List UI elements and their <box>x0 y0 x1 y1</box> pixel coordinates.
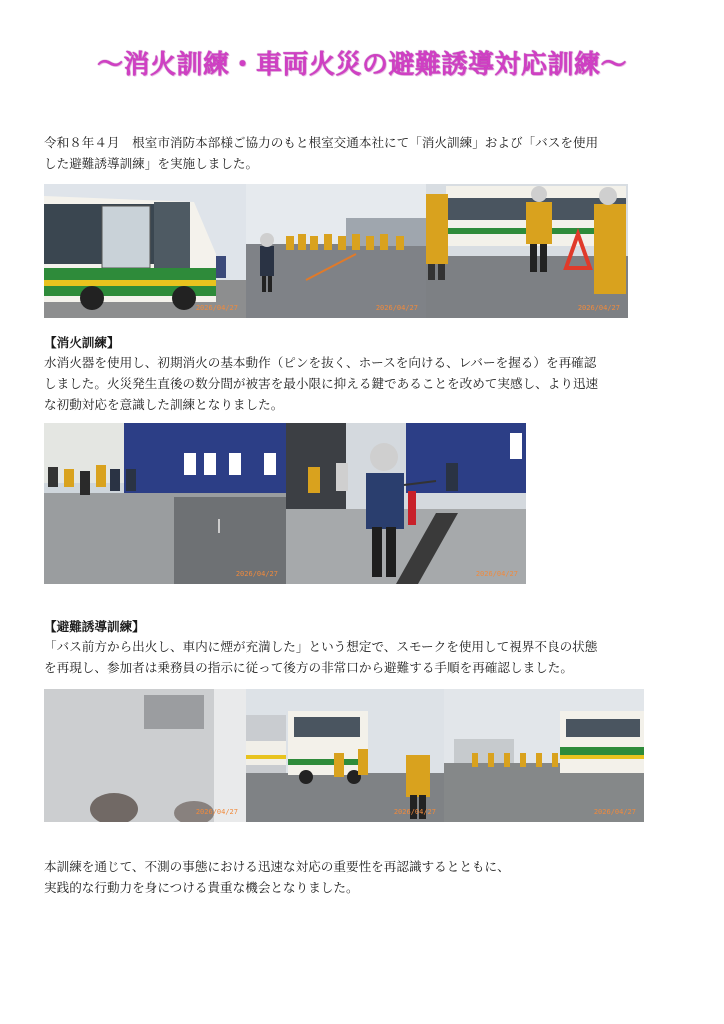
photo-evacuation-lineup <box>444 689 644 822</box>
intro-line-2: した避難誘導訓練」を実施しました。 <box>44 156 259 171</box>
fire-drill-paragraph <box>44 352 684 415</box>
fire-drill-line-3: な初動対応を意識した訓練となりました。 <box>44 397 284 412</box>
fire-drill-line-2: しました。火災発生直後の数分間が被害を最小限に抑える鍵であることを改めて実感し、より迅速 <box>44 376 599 391</box>
closing-line-2: 実践的な行動力を身につける貴重な機会となりました。 <box>44 880 359 895</box>
photo-bus-side <box>44 184 246 318</box>
photo-staff-guiding <box>426 184 628 318</box>
page-title: ～消火訓練・車両火災の避難誘導対応訓練～ <box>96 50 627 80</box>
photo-date-stamp: 2026/04/27 <box>375 304 418 312</box>
section-heading-evacuation: 【避難誘導訓練】 <box>44 619 145 634</box>
evacuation-paragraph <box>44 636 684 678</box>
closing-paragraph <box>44 856 684 898</box>
section-heading-fire-drill: 【消火訓練】 <box>44 335 120 350</box>
photo-date-stamp: 2026/04/27 <box>195 808 238 816</box>
fire-drill-line-1: 水消火器を使用し、初期消火の基本動作（ピンを抜く、ホースを向ける、レバーを握る）を再確認 <box>44 355 597 370</box>
photo-extinguisher-operation <box>286 423 526 584</box>
intro-paragraph <box>44 132 684 174</box>
closing-line-1: 本訓練を通じて、不測の事態における迅速な対応の重要性を再認識するとともに、 <box>44 859 510 874</box>
photo-evacuation-exit <box>246 689 444 822</box>
evacuation-line-1: 「バス前方から出火し、車内に煙が充満した」という想定で、スモークを使用して視界不良の状態 <box>44 639 598 654</box>
photo-date-stamp: 2026/04/27 <box>393 808 436 816</box>
intro-line-1: 令和８年４月 根室市消防本部様ご協力のもと根室交通本社にて「消火訓練」および「バスを使用 <box>44 135 599 150</box>
photo-date-stamp: 2026/04/27 <box>577 304 620 312</box>
photo-group-instruction <box>246 184 426 318</box>
evacuation-line-2: を再現し、参加者は乗務員の指示に従って後方の非常口から避難する手順を再確認しました。 <box>44 660 573 675</box>
photo-date-stamp: 2026/04/27 <box>195 304 238 312</box>
photo-date-stamp: 2026/04/27 <box>475 570 518 578</box>
photo-date-stamp: 2026/04/27 <box>235 570 278 578</box>
photo-extinguisher-group <box>44 423 286 584</box>
photo-smoke-interior <box>44 689 246 822</box>
photo-date-stamp: 2026/04/27 <box>593 808 636 816</box>
